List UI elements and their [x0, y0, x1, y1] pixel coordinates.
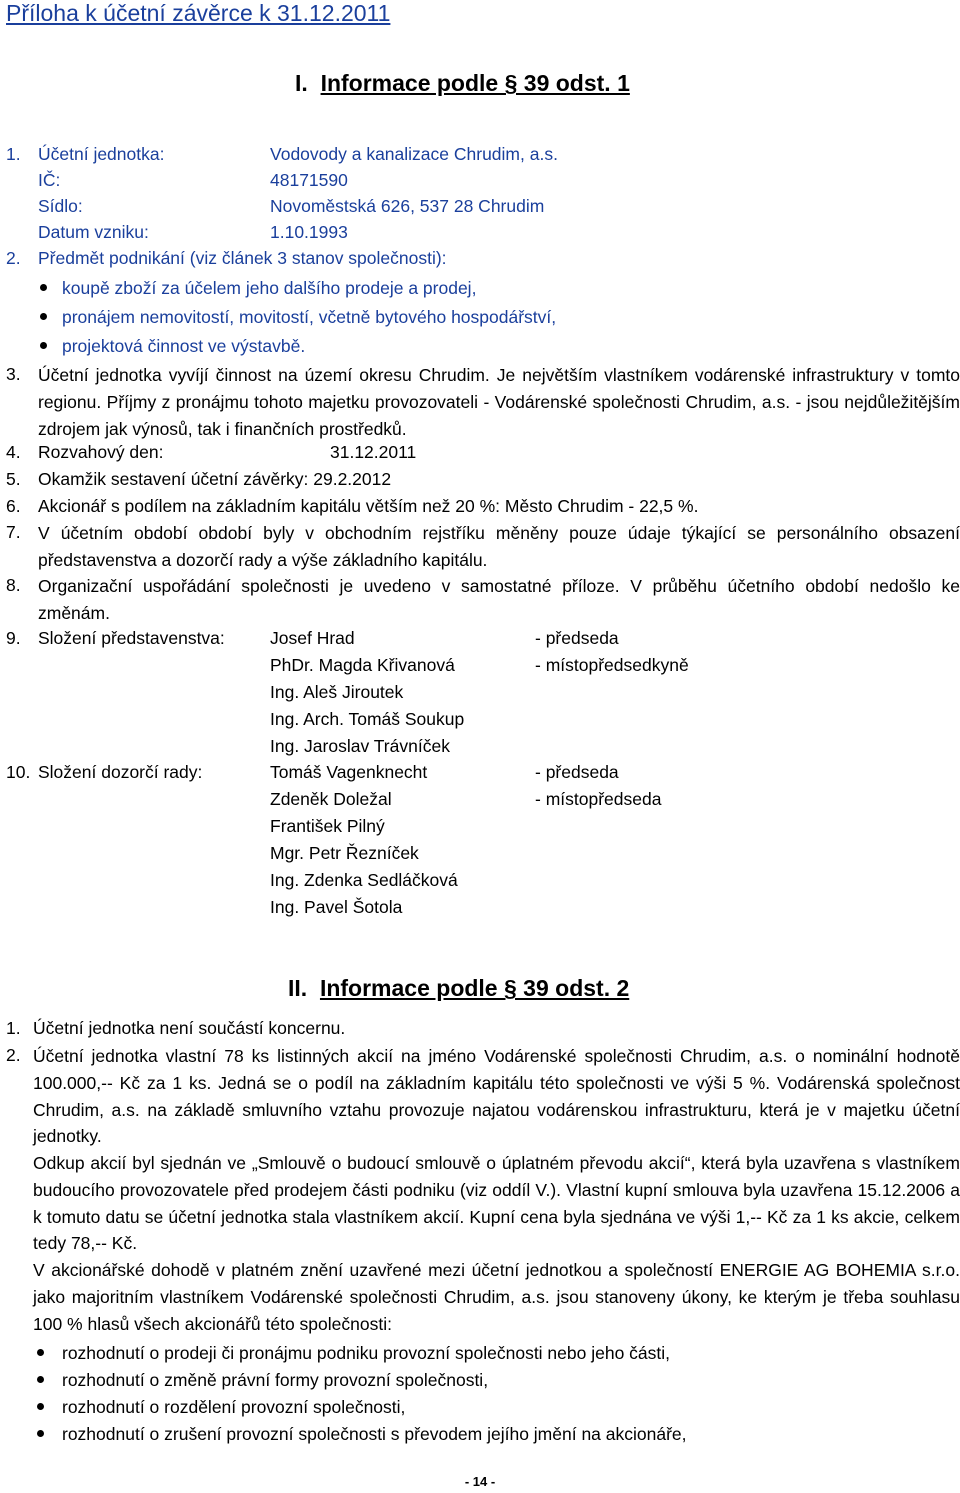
item-10-number: 10. [6, 762, 31, 782]
item-8-number: 8. [6, 575, 21, 595]
activity-bullet-2: pronájem nemovitostí, movitostí, včetně bytového hospodářství, [62, 307, 557, 327]
board-member-name: PhDr. Magda Křivanová [270, 655, 455, 675]
item-3-text: Účetní jednotka vyvíjí činnost na území okresu Chrudim. Je největším vlastníkem vodárenské infrastruktury v tomto regionu. Příjmy z pronájmu tohoto majetku provozovateli - Vodárenské společnosti Chrudim, a.s. - jsou nejdůležitějším zdrojem jak výnosů, tak i finančních prostředků. [38, 365, 960, 439]
item-4-value: 31.12.2011 [330, 442, 417, 462]
item-8-text: Organizační uspořádání společnosti je uvedeno v samostatné příloze. V průběhu účetního období nedošlo ke změnám. [38, 576, 960, 623]
veto-bullet-3: rozhodnutí o rozdělení provozní společnosti, [62, 1397, 406, 1417]
seat-value: Novoměstská 626, 537 28 Chrudim [270, 196, 545, 216]
board-member-role: - předseda [535, 628, 619, 648]
supervisory-member-role: - místopředseda [535, 789, 662, 809]
bullet-icon [40, 284, 47, 291]
s2-item-1-text: Účetní jednotka není součástí koncernu. [33, 1018, 346, 1038]
item-1-value: Vodovody a kanalizace Chrudim, a.s. [270, 144, 558, 164]
section-2-heading [288, 975, 629, 1002]
board-member-name: Josef Hrad [270, 628, 355, 648]
activity-bullet-1: koupě zboží za účelem jeho dalšího prodeje a prodej, [62, 278, 477, 298]
section-1-numeral: I. [295, 70, 308, 96]
item-4-number: 4. [6, 442, 21, 462]
s2-item-2-para-2: Odkup akcií byl sjednán ve „Smlouvě o budoucí smlouvě o úplatném převodu akcií“, která byla uzavřena s vlastníkem budoucího provozovatele před prodejem části podniku (viz oddíl V.). Vlastní kupní smlouva byla uzavřena 15.12.2006 a k tomuto datu se účetní jednotka stala vlastníkem akcií. Kupní cena byla sjednána ve výši 1,-- Kč za 1 ks akcie, celkem tedy 78,-- Kč. [33, 1153, 960, 1254]
board-member-name: Ing. Aleš Jiroutek [270, 682, 404, 702]
veto-bullet-2: rozhodnutí o změně právní formy provozní společnosti, [62, 1370, 489, 1390]
supervisory-member-name: Zdeněk Doležal [270, 789, 392, 809]
board-member-name: Ing. Arch. Tomáš Soukup [270, 709, 465, 729]
s2-item-1-number: 1. [6, 1018, 21, 1038]
date-label: Datum vzniku: [38, 222, 149, 242]
bullet-icon [37, 1376, 44, 1383]
activity-bullet-3: projektová činnost ve výstavbě. [62, 336, 306, 356]
item-6-text: Akcionář s podílem na základním kapitálu větším než 20 %: Město Chrudim - 22,5 %. [38, 496, 699, 516]
section-1-title: Informace podle § 39 odst. 1 [320, 70, 630, 96]
ic-value: 48171590 [270, 170, 348, 190]
page-number: - 14 - [464, 1474, 496, 1489]
item-5-text: Okamžik sestavení účetní závěrky: 29.2.2012 [38, 469, 392, 489]
item-2-number: 2. [6, 248, 21, 268]
supervisory-member-name: Ing. Pavel Šotola [270, 897, 403, 917]
item-6-number: 6. [6, 496, 21, 516]
veto-bullet-1: rozhodnutí o prodeji či pronájmu podniku provozní společnosti nebo jeho části, [62, 1343, 671, 1363]
bullet-icon [37, 1430, 44, 1437]
veto-bullet-4: rozhodnutí o zrušení provozní společnosti s převodem jejího jmění na akcionáře, [62, 1424, 687, 1444]
bullet-icon [40, 313, 47, 320]
s2-item-2-para-3: V akcionářské dohodě v platném znění uzavřené mezi účetní jednotkou a společností ENERGIE AG BOHEMIA s.r.o. jako majoritním vlastníkem Vodárenské společnosti Chrudim, a.s. jsou stanoveny úkony, ke kterým je třeba souhlasu 100 % hlasů všech akcionářů této společnosti: [33, 1260, 960, 1334]
item-1 [6, 142, 21, 166]
board-member-name: Ing. Jaroslav Trávníček [270, 736, 450, 756]
item-7-number: 7. [6, 522, 21, 542]
item-7-text: V účetním období období byly v obchodním rejstříku měněny pouze údaje týkající se personálního obsazení představenstva a dozorčí rady a výše základního kapitálu. [38, 523, 960, 570]
board-label: Složení představenstva: [38, 628, 225, 648]
supervisory-member-name: František Pilný [270, 816, 385, 836]
item-9-number: 9. [6, 628, 21, 648]
board-member-role: - místopředsedkyně [535, 655, 689, 675]
supervisory-member-name: Ing. Zdenka Sedláčková [270, 870, 458, 890]
page-title: Příloha k účetní závěrce k 31.12.2011 [6, 0, 391, 26]
item-1-number: 1. [6, 144, 21, 164]
item-5-number: 5. [6, 469, 21, 489]
supervisory-member-name: Tomáš Vagenknecht [270, 762, 428, 782]
supervisory-member-name: Mgr. Petr Řezníček [270, 843, 419, 863]
bullet-icon [37, 1349, 44, 1356]
item-2-text: Předmět podnikání (viz článek 3 stanov společnosti): [38, 248, 447, 268]
section-2-title: Informace podle § 39 odst. 2 [319, 975, 630, 1001]
s2-item-2-para-1: Účetní jednotka vlastní 78 ks listinných akcií na jméno Vodárenské společnosti Chrudim, a.s. o nominální hodnotě 100.000,-- Kč za 1 ks. Jedná se o podíl na základním kapitálu této společnosti ve výši 5 %. Vodárenská společnost Chrudim, a.s. na základě smluvního vztahu provozuje najatou vodárenskou infrastrukturu, která je v majetku účetní jednotky. [33, 1046, 960, 1147]
item-1-label: Účetní jednotka: [38, 144, 165, 164]
supervisory-member-role: - předseda [535, 762, 619, 782]
bullet-icon [37, 1403, 44, 1410]
bullet-icon [40, 342, 47, 349]
s2-item-2-number: 2. [6, 1045, 21, 1065]
seat-label: Sídlo: [38, 196, 83, 216]
ic-label: IČ: [38, 170, 61, 190]
supervisory-board-label: Složení dozorčí rady: [38, 762, 203, 782]
item-3-number: 3. [6, 364, 21, 384]
date-value: 1.10.1993 [270, 222, 348, 242]
item-4-label: Rozvahový den: [38, 442, 164, 462]
section-2-numeral: II. [288, 975, 308, 1001]
section-1-heading [295, 70, 630, 97]
